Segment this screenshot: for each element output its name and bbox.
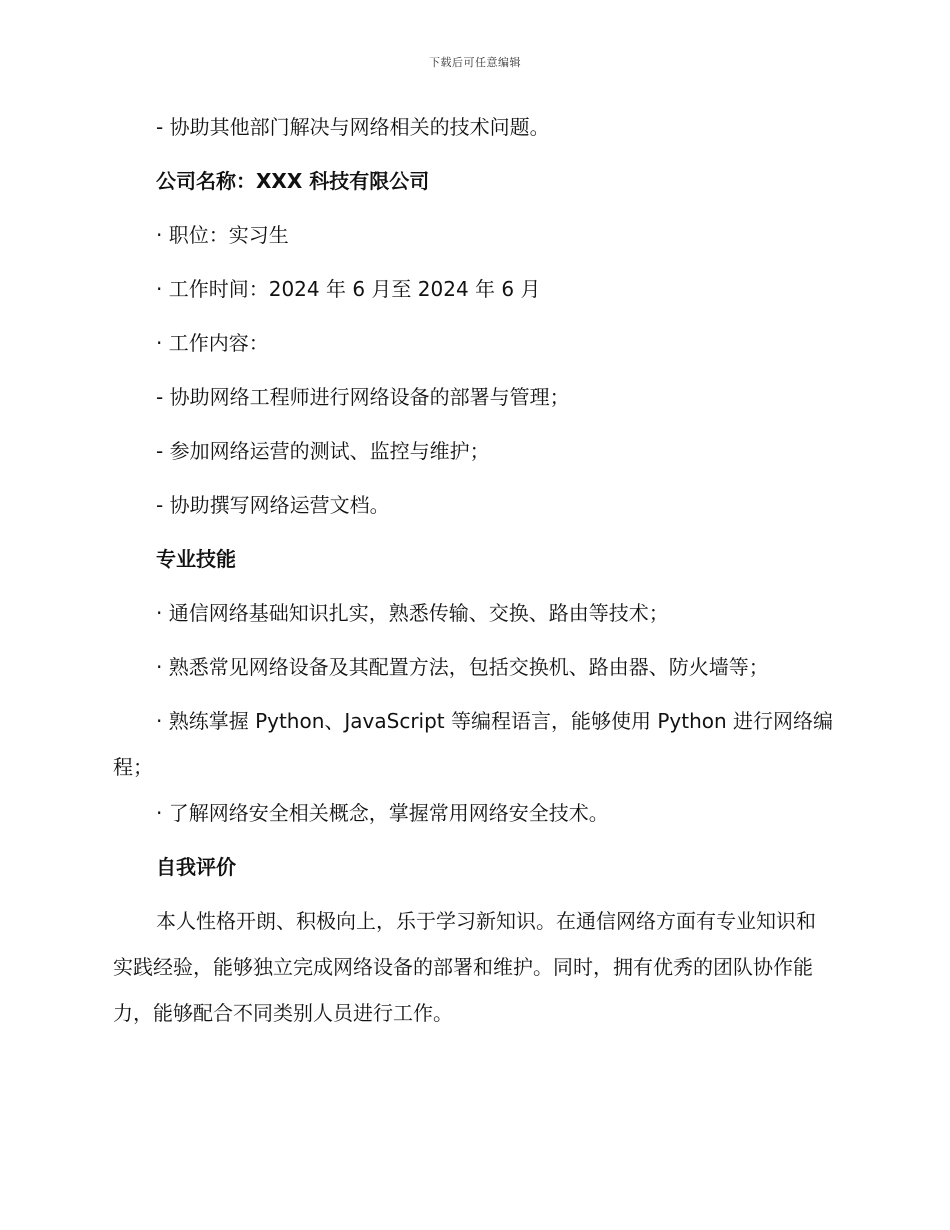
skill-item-python: · 熟练掌握 Python、JavaScript 等编程语言，能够使用 Python 进行网络编程； [113,709,834,779]
position-item: · 职位：实习生 [156,223,289,247]
self-evaluation-text: 本人性格开朗、积极向上，乐于学习新知识。在通信网络方面有专业知识和实践经验，能够独立完成网络设备的部署和维护。同时，拥有优秀的团队协作能力，能够配合不同类别人员进行工作。 [113,909,816,1025]
duty-item: - 参加网络运营的测试、监控与维护； [156,439,490,463]
work-period-item: · 工作时间：2024 年 6 月至 2024 年 6 月 [156,277,541,301]
duty-item: - 协助网络工程师进行网络设备的部署与管理； [156,385,570,409]
skill-item: · 熟悉常见网络设备及其配置方法，包括交换机、路由器、防火墙等； [156,655,769,679]
resume-content [113,112,835,1036]
skill-item-security: · 了解网络安全相关概念，掌握常用网络安全技术。 [156,801,609,825]
duty-item: - 协助撰写网络运营文档。 [156,493,390,517]
self-evaluation-heading: 自我评价 [156,855,236,879]
work-content-label: · 工作内容： [156,331,269,355]
page-header-note: 下载后可任意编辑 [429,56,521,69]
duty-item: - 协助其他部门解决与网络相关的技术问题。 [156,115,550,139]
company-name-heading: 公司名称：XXX 科技有限公司 [156,169,430,193]
skills-heading: 专业技能 [156,547,236,571]
skill-item: · 通信网络基础知识扎实，熟悉传输、交换、路由等技术； [156,601,669,625]
